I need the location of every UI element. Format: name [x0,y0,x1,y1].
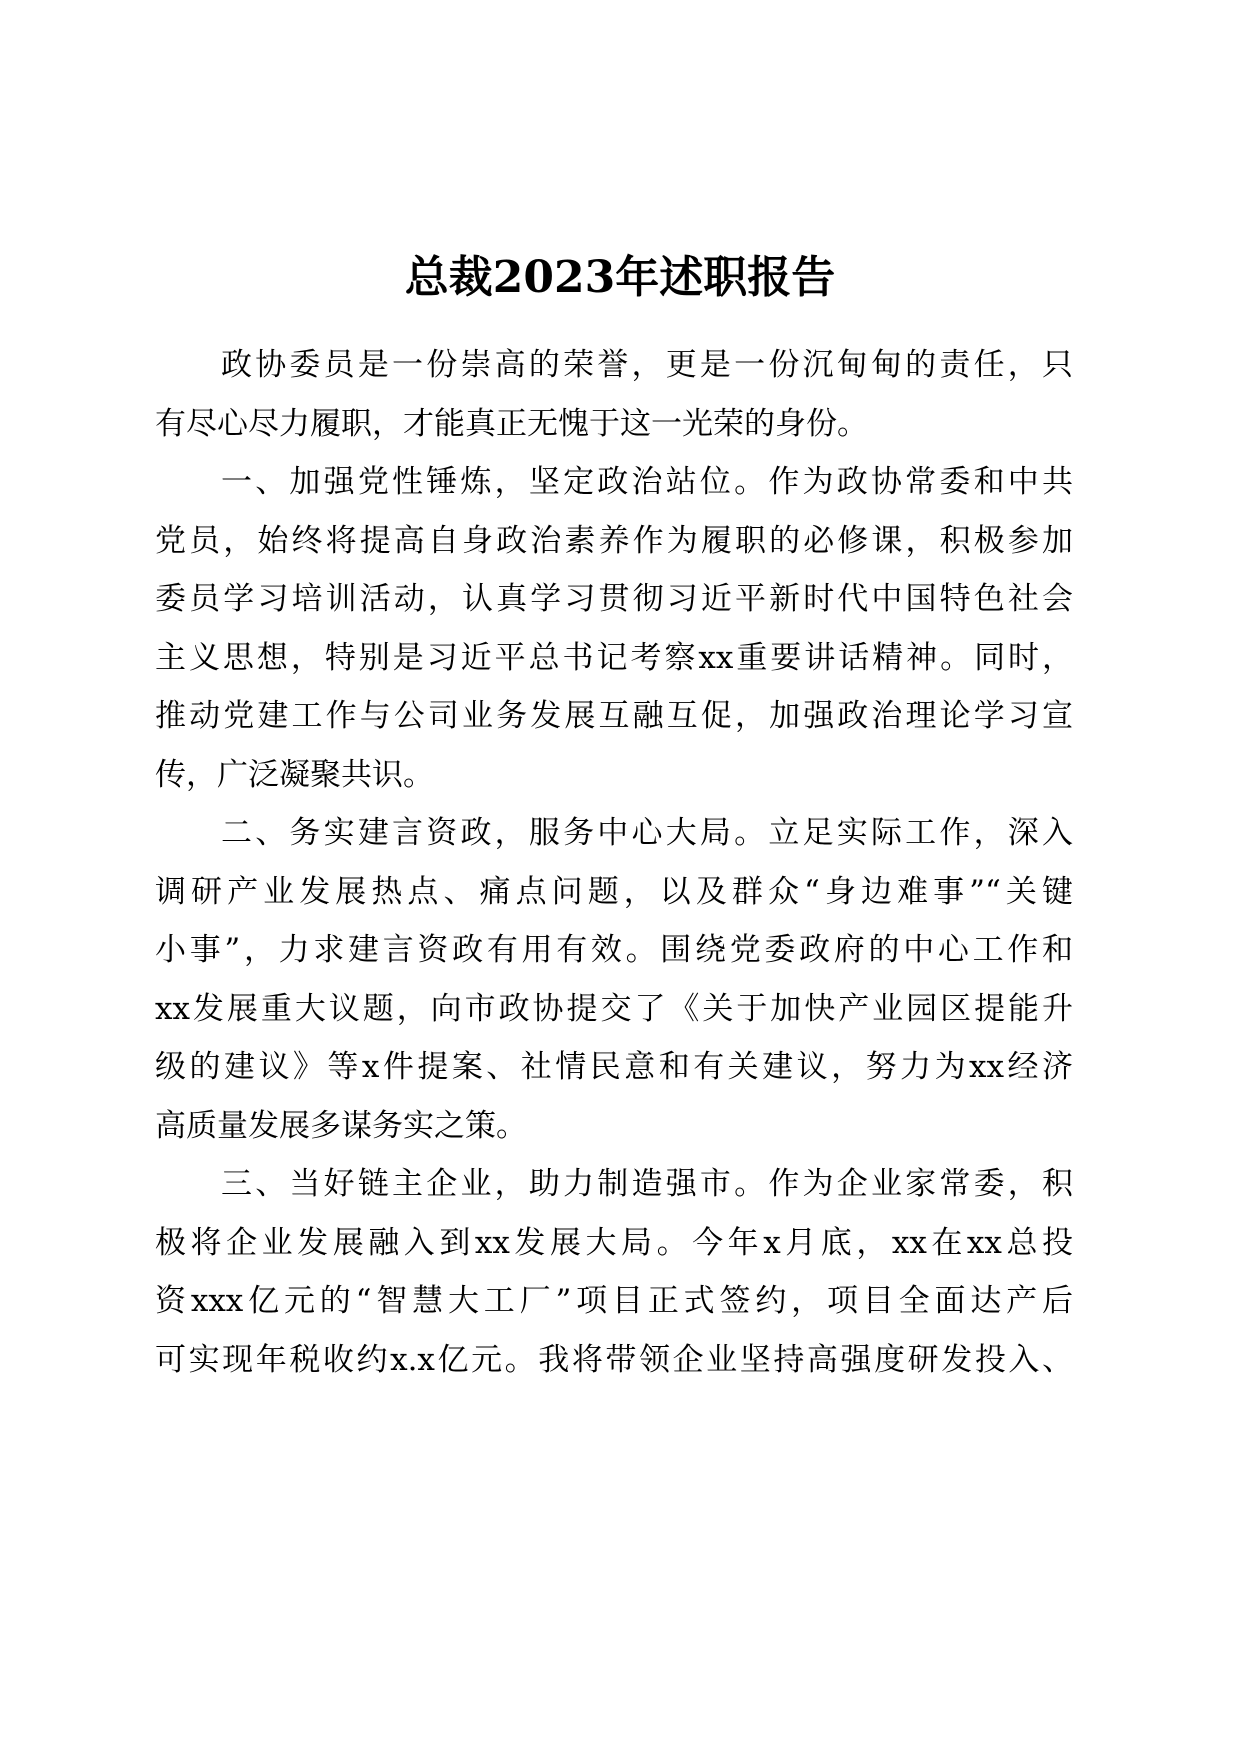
paragraph-line: 级的建议》等x件提案、社情民意和有关建议，努力为xx经济 [155,1049,1073,1085]
paragraph-line: 推动党建工作与公司业务发展互融互促，加强政治理论学习宣 [155,698,1073,734]
paragraph-line: xx发展重大议题，向市政协提交了《关于加快产业园区提能升 [155,991,1073,1027]
paragraph-line: 委员学习培训活动，认真学习贯彻习近平新时代中国特色社会 [155,581,1073,617]
paragraph-line: 政协委员是一份崇高的荣誉，更是一份沉甸甸的责任，只 [221,347,1073,383]
paragraph-line: 三、当好链主企业，助力制造强市。作为企业家常委，积 [221,1166,1073,1202]
paragraph-line: 可实现年税收约x.x亿元。我将带领企业坚持高强度研发投入、 [155,1342,1073,1378]
paragraph-line: 极将企业发展融入到xx发展大局。今年x月底，xx在xx总投 [155,1225,1073,1261]
paragraph-line: 资xxx亿元的“智慧大工厂”项目正式签约，项目全面达产后 [155,1283,1073,1319]
paragraph-line: 一、加强党性锤炼，坚定政治站位。作为政协常委和中共 [221,464,1073,500]
paragraph-line: 调研产业发展热点、痛点问题，以及群众“身边难事”“关键 [155,874,1073,910]
document-title: 总裁2023年述职报告 [404,252,836,303]
paragraph-line: 主义思想，特别是习近平总书记考察xx重要讲话精神。同时， [155,640,1073,676]
paragraph-line: 传，广泛凝聚共识。 [155,757,434,793]
paragraph-line: 二、务实建言资政，服务中心大局。立足实际工作，深入 [221,815,1073,851]
paragraph-line: 高质量发展多谋务实之策。 [155,1108,527,1144]
paragraph-line: 有尽心尽力履职，才能真正无愧于这一光荣的身份。 [155,406,868,442]
paragraph-line: 党员，始终将提高自身政治素养作为履职的必修课，积极参加 [155,523,1073,559]
paragraph-line: 小事”，力求建言资政有用有效。围绕党委政府的中心工作和 [155,932,1073,968]
